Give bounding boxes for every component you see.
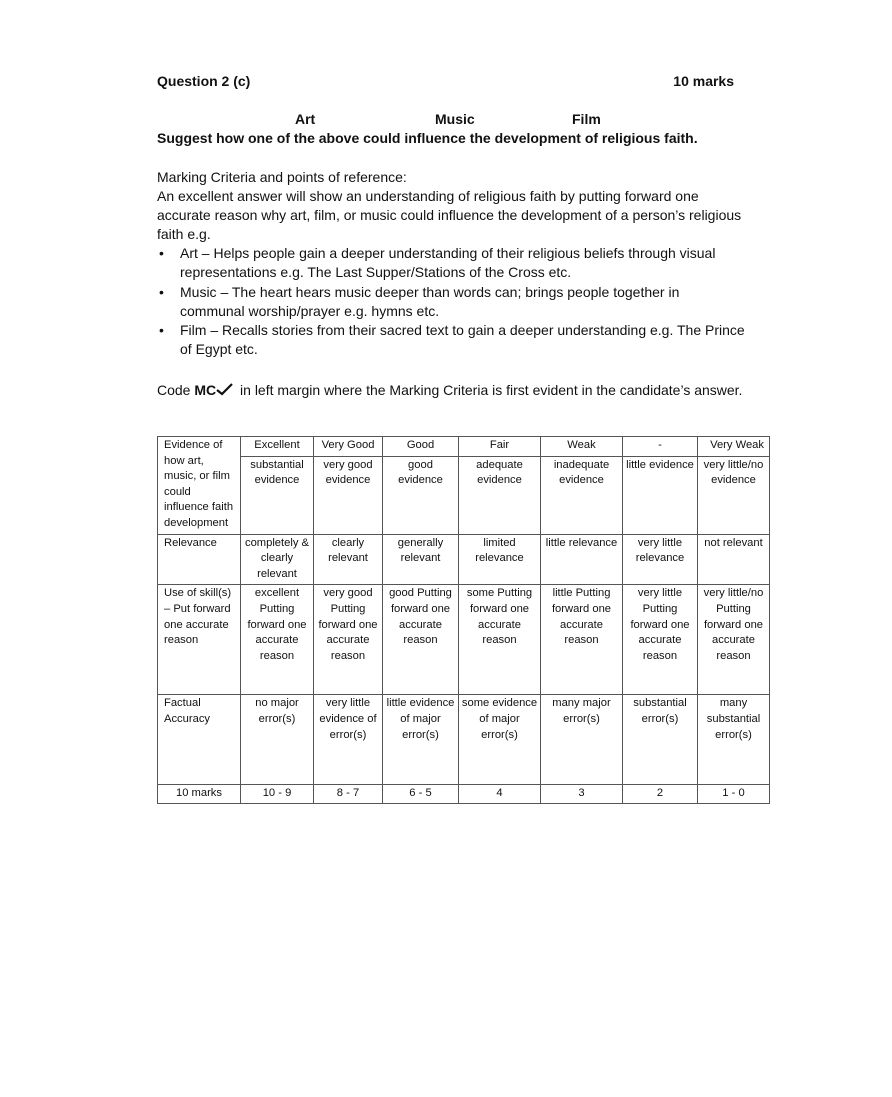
marks-cell: 4 <box>459 785 541 804</box>
accuracy-cell: very little evidence of error(s) <box>314 695 383 785</box>
skill-cell: very little Putting forward one accurate reason <box>623 585 698 695</box>
grid-row-evidence-grades <box>158 437 770 457</box>
code-note <box>157 381 747 401</box>
skill-cell: very little/no Putting forward one accurate reason <box>698 585 770 695</box>
grid-row-skill <box>158 585 770 695</box>
grid-row-marks <box>158 785 770 804</box>
evidence-cell: adequate evidence <box>459 456 541 534</box>
grade-cell: - <box>623 437 698 457</box>
evidence-cell: substantial evidence <box>241 456 314 534</box>
evidence-cell: good evidence <box>383 456 459 534</box>
grade-cell: Excellent <box>241 437 314 457</box>
accuracy-cell: no major error(s) <box>241 695 314 785</box>
relevance-cell: clearly relevant <box>314 534 383 585</box>
skill-cell: good Putting forward one accurate reason <box>383 585 459 695</box>
skill-cell: very good Putting forward one accurate reason <box>314 585 383 695</box>
grid-row-evidence <box>158 456 770 534</box>
criteria-heading: Marking Criteria and points of reference: <box>157 169 407 185</box>
question-title: Question 2 (c) <box>157 73 251 89</box>
accuracy-cell: many substantial error(s) <box>698 695 770 785</box>
grid-row-accuracy <box>158 695 770 785</box>
marks-cell: 8 - 7 <box>314 785 383 804</box>
evidence-cell: inadequate evidence <box>541 456 623 534</box>
relevance-cell: very little relevance <box>623 534 698 585</box>
evidence-label: Evidence of how art, music, or film could influence faith development <box>158 437 241 535</box>
mc-code: MC <box>194 382 217 398</box>
marking-grid <box>157 436 770 804</box>
marks-cell: 2 <box>623 785 698 804</box>
evidence-cell: very little/no evidence <box>698 456 770 534</box>
relevance-cell: completely & clearly relevant <box>241 534 314 585</box>
relevance-cell: not relevant <box>698 534 770 585</box>
grade-cell: Weak <box>541 437 623 457</box>
criteria-intro: An excellent answer will show an understanding of religious faith by putting forward one accurate reason why art, film, or music could influence the development of a person’s religious faith e.g. <box>157 188 742 242</box>
grade-cell: Good <box>383 437 459 457</box>
grid-row-relevance <box>158 534 770 585</box>
accuracy-label: Factual Accuracy <box>158 695 241 785</box>
bullet-film: • Film – Recalls stories from their sacred text to gain a deeper understanding e.g. The Prince of Egypt etc. <box>157 321 747 360</box>
skill-cell: little Putting forward one accurate reason <box>541 585 623 695</box>
skill-label: Use of skill(s) – Put forward one accurate reason <box>158 585 241 695</box>
evidence-cell: little evidence <box>623 456 698 534</box>
relevance-cell: generally relevant <box>383 534 459 585</box>
relevance-cell: limited relevance <box>459 534 541 585</box>
relevance-label: Relevance <box>158 534 241 585</box>
relevance-cell: little relevance <box>541 534 623 585</box>
grade-cell: Very Good <box>314 437 383 457</box>
question-prompt: Suggest how one of the above could influence the development of religious faith. <box>157 130 698 146</box>
option-music: Music <box>435 111 475 127</box>
grade-cell: Very Weak <box>698 437 770 457</box>
accuracy-cell: little evidence of major error(s) <box>383 695 459 785</box>
accuracy-cell: many major error(s) <box>541 695 623 785</box>
marks-label: 10 marks <box>158 785 241 804</box>
grade-cell: Fair <box>459 437 541 457</box>
option-art: Art <box>295 111 316 127</box>
code-note-suffix: in left margin where the Marking Criteria is first evident in the candidate’s answer. <box>236 382 743 398</box>
accuracy-cell: substantial error(s) <box>623 695 698 785</box>
marks-cell: 1 - 0 <box>698 785 770 804</box>
accuracy-cell: some evidence of major error(s) <box>459 695 541 785</box>
criteria-bullet-list <box>157 244 747 360</box>
marks-cell: 10 - 9 <box>241 785 314 804</box>
code-note-prefix: Code <box>157 382 195 398</box>
option-film: Film <box>572 111 601 127</box>
question-marks: 10 marks <box>673 73 734 89</box>
marks-cell: 3 <box>541 785 623 804</box>
bullet-art: • Art – Helps people gain a deeper understanding of their religious beliefs through visual representations e.g. The Last Supper/Stations of the Cross etc. <box>157 244 747 283</box>
skill-cell: excellent Putting forward one accurate reason <box>241 585 314 695</box>
evidence-cell: very good evidence <box>314 456 383 534</box>
checkmark-icon <box>216 382 233 401</box>
skill-cell: some Putting forward one accurate reason <box>459 585 541 695</box>
bullet-music: • Music – The heart hears music deeper than words can; brings people together in communal worship/prayer e.g. hymns etc. <box>157 283 747 322</box>
marks-cell: 6 - 5 <box>383 785 459 804</box>
